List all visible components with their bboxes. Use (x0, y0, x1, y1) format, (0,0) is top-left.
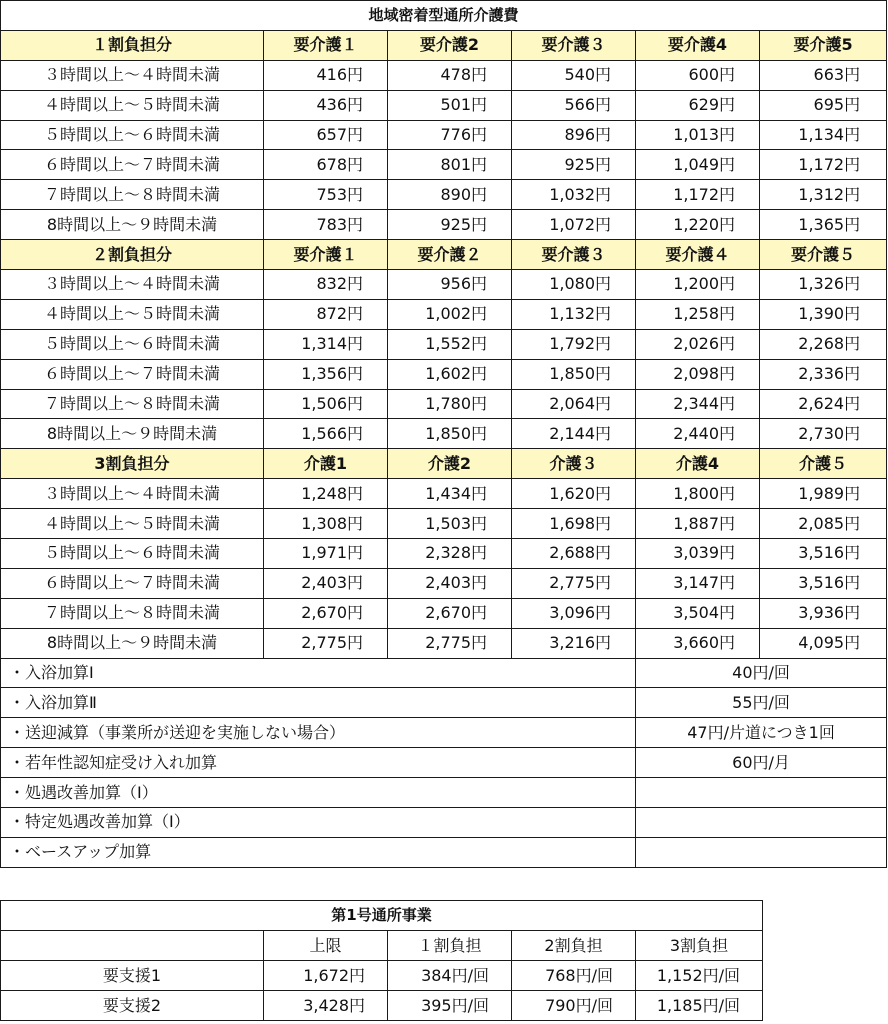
fee-cell: 1,312円 (760, 180, 887, 210)
fee-cell: 890円 (388, 180, 512, 210)
fee-cell: 1,356円 (264, 359, 388, 389)
fee-cell: 1,989円 (760, 479, 887, 509)
fee-cell: 1,185円/回 (636, 991, 763, 1021)
row-label: ７時間以上～８時間未満 (1, 389, 264, 419)
fee-cell: 540円 (512, 60, 636, 90)
fee-cell: 2,268円 (760, 329, 887, 359)
fee-cell: 663円 (760, 60, 887, 90)
sub-header-cell: 3割負担 (636, 931, 763, 961)
fee-cell: 395円/回 (388, 991, 512, 1021)
fee-cell: 1,032円 (512, 180, 636, 210)
fee-cell: 1,434円 (388, 479, 512, 509)
fee-cell: 1,308円 (264, 509, 388, 539)
fee-cell: 1,080円 (512, 270, 636, 300)
fee-cell: 776円 (388, 120, 512, 150)
row-label: ６時間以上～７時間未満 (1, 568, 264, 598)
fee-cell: 384円/回 (388, 961, 512, 991)
fee-cell: 1,780円 (388, 389, 512, 419)
fee-cell: 1,172円 (636, 180, 760, 210)
fee-cell: 1,506円 (264, 389, 388, 419)
fee-cell: 2,775円 (512, 568, 636, 598)
row-label: ５時間以上～６時間未満 (1, 329, 264, 359)
fee-cell: 896円 (512, 120, 636, 150)
fee-cell: 1,134円 (760, 120, 887, 150)
fee-cell: 790円/回 (512, 991, 636, 1021)
fee-cell: 2,403円 (388, 568, 512, 598)
row-label: ７時間以上～８時間未満 (1, 180, 264, 210)
row-label: ７時間以上～８時間未満 (1, 598, 264, 628)
fee-cell: 2,085円 (760, 509, 887, 539)
fee-cell: 1,248円 (264, 479, 388, 509)
table-row (1, 479, 887, 509)
care-level-header: 介護4 (636, 449, 760, 479)
fee-cell: 1,800円 (636, 479, 760, 509)
table-row (1, 991, 763, 1021)
support-level-label: 要支援2 (1, 991, 264, 1021)
row-label: 8時間以上～９時間未満 (1, 210, 264, 240)
addon-row (1, 748, 887, 778)
care-level-header: 要介護4 (636, 30, 760, 60)
row-label: 8時間以上～９時間未満 (1, 628, 264, 658)
fee-cell: 1,258円 (636, 299, 760, 329)
fee-cell: 695円 (760, 90, 887, 120)
fee-cell: 1,049円 (636, 150, 760, 180)
fee-cell: 1,152円/回 (636, 961, 763, 991)
title-row (1, 1, 887, 31)
fee-cell: 1,971円 (264, 539, 388, 569)
fee-cell: 1,792円 (512, 329, 636, 359)
fee-cell: 3,660円 (636, 628, 760, 658)
addon-row (1, 808, 887, 838)
table-row (1, 628, 887, 658)
fee-cell: 1,200円 (636, 270, 760, 300)
fee-cell: 600円 (636, 60, 760, 90)
table-row (1, 961, 763, 991)
care-level-header: 要介護３ (512, 240, 636, 270)
fee-cell: 2,344円 (636, 389, 760, 419)
addon-label: ・入浴加算Ⅰ (1, 658, 636, 688)
addon-label: ・ベースアップ加算 (1, 837, 636, 867)
addon-label: ・送迎減算（事業所が送迎を実施しない場合） (1, 718, 636, 748)
fee-cell: 3,936円 (760, 598, 887, 628)
fee-cell: 2,026円 (636, 329, 760, 359)
fee-cell: 832円 (264, 270, 388, 300)
table-row (1, 568, 887, 598)
addon-label: ・特定処遇改善加算（Ⅰ） (1, 808, 636, 838)
fee-cell: 768円/回 (512, 961, 636, 991)
fee-cell: 956円 (388, 270, 512, 300)
addon-row (1, 837, 887, 867)
fee-cell: 566円 (512, 90, 636, 120)
sub-header-row (1, 931, 763, 961)
fee-cell: 2,098円 (636, 359, 760, 389)
sub-header-cell: 2割負担 (512, 931, 636, 961)
table-row (1, 389, 887, 419)
table-row (1, 150, 887, 180)
fee-cell: 801円 (388, 150, 512, 180)
fee-cell: 1,672円 (264, 961, 388, 991)
fee-cell: 657円 (264, 120, 388, 150)
care-level-header: 介護1 (264, 449, 388, 479)
care-level-header: 介護５ (760, 449, 887, 479)
fee-cell: 4,095円 (760, 628, 887, 658)
table-row (1, 329, 887, 359)
fee-cell: 1,620円 (512, 479, 636, 509)
addon-value: 60円/月 (636, 748, 887, 778)
fee-cell: 629円 (636, 90, 760, 120)
row-label: ４時間以上～５時間未満 (1, 299, 264, 329)
support-level-label: 要支援1 (1, 961, 264, 991)
addon-row (1, 718, 887, 748)
row-label: ３時間以上～４時間未満 (1, 270, 264, 300)
fee-cell: 2,670円 (264, 598, 388, 628)
care-level-header: 介護３ (512, 449, 636, 479)
fee-cell: 1,072円 (512, 210, 636, 240)
table-row (1, 419, 887, 449)
fee-cell: 3,216円 (512, 628, 636, 658)
fee-cell: 501円 (388, 90, 512, 120)
block-header-label: ２割負担分 (1, 240, 264, 270)
row-label: ５時間以上～６時間未満 (1, 120, 264, 150)
row-label: ４時間以上～５時間未満 (1, 509, 264, 539)
fee-cell: 3,039円 (636, 539, 760, 569)
fee-cell: 2,688円 (512, 539, 636, 569)
fee-cell: 1,698円 (512, 509, 636, 539)
block-header-label: １割負担分 (1, 30, 264, 60)
fee-cell: 2,064円 (512, 389, 636, 419)
fee-cell: 3,147円 (636, 568, 760, 598)
fee-cell: 2,144円 (512, 419, 636, 449)
fee-cell: 1,326円 (760, 270, 887, 300)
fee-cell: 2,440円 (636, 419, 760, 449)
table-row (1, 270, 887, 300)
fee-cell: 925円 (512, 150, 636, 180)
addon-row (1, 778, 887, 808)
fee-cell: 1,552円 (388, 329, 512, 359)
care-level-header: 要介護３ (512, 30, 636, 60)
addon-value: 55円/回 (636, 688, 887, 718)
addon-value: 40円/回 (636, 658, 887, 688)
addon-label: ・入浴加算Ⅱ (1, 688, 636, 718)
fee-cell: 3,504円 (636, 598, 760, 628)
fee-cell: 753円 (264, 180, 388, 210)
sub-table-title: 第1号通所事業 (1, 901, 763, 931)
table-row (1, 359, 887, 389)
fee-cell: 1,002円 (388, 299, 512, 329)
addon-row (1, 658, 887, 688)
addon-value (636, 837, 887, 867)
sub-header-cell: １割負担 (388, 931, 512, 961)
fee-cell: 1,172円 (760, 150, 887, 180)
care-level-header: 要介護１ (264, 240, 388, 270)
row-label: 8時間以上～９時間未満 (1, 419, 264, 449)
first-class-service-table (0, 900, 763, 1021)
table-row (1, 299, 887, 329)
fee-cell: 2,336円 (760, 359, 887, 389)
addon-label: ・処遇改善加算（Ⅰ） (1, 778, 636, 808)
fee-cell: 1,503円 (388, 509, 512, 539)
block-header-label: 3割負担分 (1, 449, 264, 479)
addon-value (636, 808, 887, 838)
sub-header-cell (1, 931, 264, 961)
table-row (1, 180, 887, 210)
row-label: ５時間以上～６時間未満 (1, 539, 264, 569)
fee-cell: 783円 (264, 210, 388, 240)
fee-cell: 416円 (264, 60, 388, 90)
care-level-header: 要介護5 (760, 30, 887, 60)
fee-cell: 436円 (264, 90, 388, 120)
table-title: 地域密着型通所介護費 (1, 1, 887, 31)
fee-cell: 3,096円 (512, 598, 636, 628)
table-row (1, 210, 887, 240)
row-label: ３時間以上～４時間未満 (1, 60, 264, 90)
care-level-header: 要介護2 (388, 30, 512, 60)
fee-cell: 2,730円 (760, 419, 887, 449)
table-row (1, 539, 887, 569)
fee-cell: 3,516円 (760, 539, 887, 569)
fee-cell: 678円 (264, 150, 388, 180)
fee-cell: 2,670円 (388, 598, 512, 628)
fee-cell: 1,887円 (636, 509, 760, 539)
fee-cell: 2,775円 (388, 628, 512, 658)
fee-cell: 1,314円 (264, 329, 388, 359)
fee-cell: 872円 (264, 299, 388, 329)
row-label: ３時間以上～４時間未満 (1, 479, 264, 509)
table-row (1, 120, 887, 150)
care-level-header: 介護2 (388, 449, 512, 479)
block-header-row (1, 240, 887, 270)
care-level-header: 要介護１ (264, 30, 388, 60)
addon-value: 47円/片道につき1回 (636, 718, 887, 748)
sub-header-cell: 上限 (264, 931, 388, 961)
fee-cell: 1,850円 (388, 419, 512, 449)
fee-cell: 3,428円 (264, 991, 388, 1021)
sub-title-row (1, 901, 763, 931)
fee-cell: 1,566円 (264, 419, 388, 449)
care-level-header: 要介護２ (388, 240, 512, 270)
block-header-row (1, 30, 887, 60)
addon-label: ・若年性認知症受け入れ加算 (1, 748, 636, 778)
fee-cell: 1,390円 (760, 299, 887, 329)
care-level-header: 要介護４ (636, 240, 760, 270)
table-row (1, 90, 887, 120)
row-label: ６時間以上～７時間未満 (1, 150, 264, 180)
fee-cell: 2,403円 (264, 568, 388, 598)
addon-value (636, 778, 887, 808)
fee-cell: 925円 (388, 210, 512, 240)
row-label: ４時間以上～５時間未満 (1, 90, 264, 120)
fee-cell: 2,624円 (760, 389, 887, 419)
care-level-header: 要介護５ (760, 240, 887, 270)
fee-cell: 1,013円 (636, 120, 760, 150)
fee-cell: 2,328円 (388, 539, 512, 569)
fee-cell: 3,516円 (760, 568, 887, 598)
row-label: ６時間以上～７時間未満 (1, 359, 264, 389)
block-header-row (1, 449, 887, 479)
fee-cell: 1,365円 (760, 210, 887, 240)
fee-cell: 478円 (388, 60, 512, 90)
table-row (1, 60, 887, 90)
addon-row (1, 688, 887, 718)
fee-cell: 1,850円 (512, 359, 636, 389)
table-row (1, 509, 887, 539)
table-row (1, 598, 887, 628)
fee-cell: 2,775円 (264, 628, 388, 658)
fee-cell: 1,602円 (388, 359, 512, 389)
fee-cell: 1,132円 (512, 299, 636, 329)
fee-cell: 1,220円 (636, 210, 760, 240)
